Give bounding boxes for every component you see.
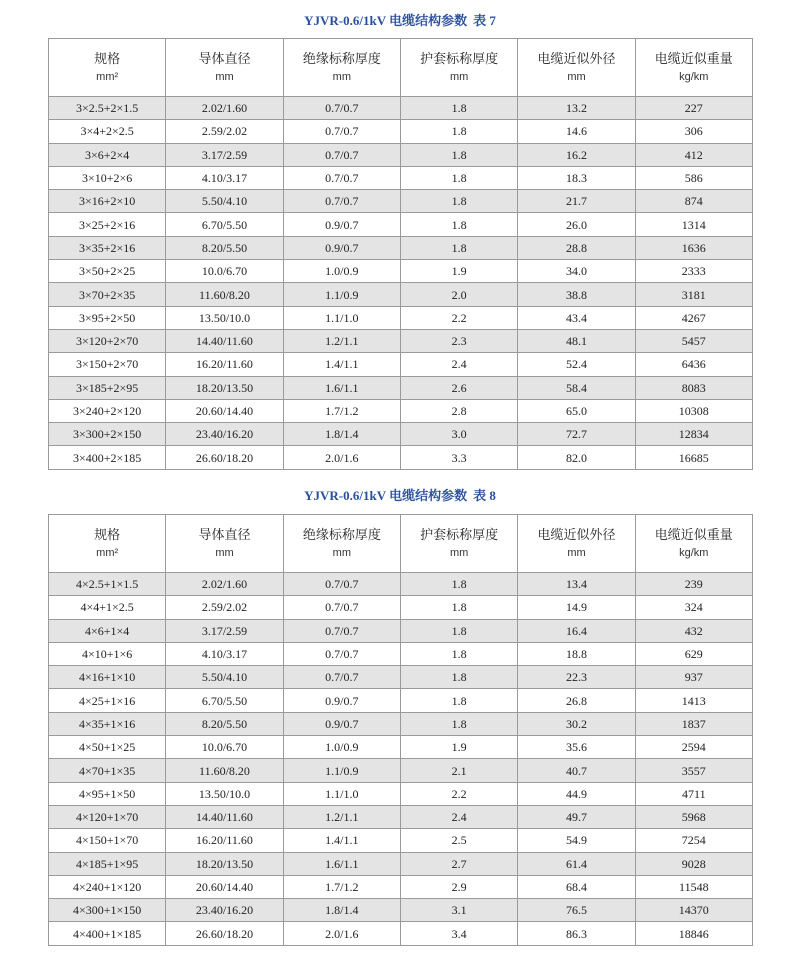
table7 — [48, 38, 753, 470]
table-row — [49, 666, 753, 689]
table-row — [49, 922, 753, 945]
table-cell: 0.7/0.7 — [283, 642, 400, 665]
table-row — [49, 619, 753, 642]
table-cell: 3×150+2×70 — [49, 353, 166, 376]
table-cell: 2.4 — [400, 353, 517, 376]
table-cell: 13.50/10.0 — [166, 306, 283, 329]
table-cell: 1.4/1.1 — [283, 829, 400, 852]
table-row — [49, 805, 753, 828]
table-cell: 5.50/4.10 — [166, 190, 283, 213]
table-cell: 1.8 — [400, 642, 517, 665]
table-cell: 54.9 — [518, 829, 635, 852]
table-cell: 2.59/2.02 — [166, 120, 283, 143]
table-cell: 3.17/2.59 — [166, 143, 283, 166]
column-header-unit: mm² — [96, 546, 119, 559]
table-cell: 14.9 — [518, 596, 635, 619]
table-row — [49, 642, 753, 665]
table-cell: 2.2 — [400, 306, 517, 329]
table-cell: 82.0 — [518, 446, 635, 469]
table-row — [49, 143, 753, 166]
table-cell: 1.1/0.9 — [283, 283, 400, 306]
table-row — [49, 236, 753, 259]
table-cell: 0.7/0.7 — [283, 190, 400, 213]
table8-header-cell — [49, 515, 166, 573]
column-header-label: 导体直径 — [198, 527, 251, 543]
table-cell: 629 — [635, 642, 752, 665]
table-cell: 16.20/11.60 — [166, 353, 283, 376]
table-cell: 0.9/0.7 — [283, 236, 400, 259]
table-row — [49, 875, 753, 898]
table-cell: 11.60/8.20 — [166, 759, 283, 782]
table-cell: 10.0/6.70 — [166, 260, 283, 283]
table-cell: 61.4 — [518, 852, 635, 875]
column-header-unit: mm — [449, 546, 469, 559]
table-cell: 26.8 — [518, 689, 635, 712]
table-cell: 4×16+1×10 — [49, 666, 166, 689]
table-cell: 4711 — [635, 782, 752, 805]
table7-header-cell — [400, 39, 517, 97]
table-cell: 3×2.5+2×1.5 — [49, 97, 166, 120]
table-cell: 28.8 — [518, 236, 635, 259]
column-header-label: 规格 — [94, 527, 121, 543]
column-header-label: 护套标称厚度 — [420, 527, 499, 543]
table7-header-cell — [49, 39, 166, 97]
table-cell: 1.8 — [400, 97, 517, 120]
table-cell: 2.59/2.02 — [166, 596, 283, 619]
table-cell: 14.6 — [518, 120, 635, 143]
table-cell: 1.7/1.2 — [283, 875, 400, 898]
table-cell: 2.4 — [400, 805, 517, 828]
table-cell: 1.8 — [400, 666, 517, 689]
table-cell: 1.1/1.0 — [283, 306, 400, 329]
table-cell: 11548 — [635, 875, 752, 898]
table-cell: 3×300+2×150 — [49, 423, 166, 446]
table-cell: 76.5 — [518, 899, 635, 922]
table-cell: 3×70+2×35 — [49, 283, 166, 306]
table-row — [49, 399, 753, 422]
table-row — [49, 759, 753, 782]
table-cell: 412 — [635, 143, 752, 166]
table-cell: 1.4/1.1 — [283, 353, 400, 376]
table-row — [49, 166, 753, 189]
table-cell: 1.8 — [400, 619, 517, 642]
table-cell: 11.60/8.20 — [166, 283, 283, 306]
table-cell: 4.10/3.17 — [166, 166, 283, 189]
table-cell: 1.9 — [400, 260, 517, 283]
table-cell: 4×10+1×6 — [49, 642, 166, 665]
table-cell: 8083 — [635, 376, 752, 399]
table-cell: 239 — [635, 573, 752, 596]
table-row — [49, 329, 753, 352]
table-cell: 227 — [635, 97, 752, 120]
table-cell: 1.8/1.4 — [283, 899, 400, 922]
table-cell: 4×185+1×95 — [49, 852, 166, 875]
table-cell: 6436 — [635, 353, 752, 376]
table7-header — [49, 39, 753, 97]
table-cell: 2.7 — [400, 852, 517, 875]
table7-header-cell — [518, 39, 635, 97]
table-cell: 1314 — [635, 213, 752, 236]
table-cell: 4×2.5+1×1.5 — [49, 573, 166, 596]
table8-header — [49, 515, 753, 573]
table8-header-cell — [283, 515, 400, 573]
column-header-label: 电缆近似外径 — [537, 51, 616, 67]
table-cell: 40.7 — [518, 759, 635, 782]
table-cell: 5457 — [635, 329, 752, 352]
table-cell: 3×4+2×2.5 — [49, 120, 166, 143]
table-cell: 16.4 — [518, 619, 635, 642]
table-cell: 18846 — [635, 922, 752, 945]
table-cell: 8.20/5.50 — [166, 712, 283, 735]
column-header-unit: mm — [215, 546, 234, 559]
table7-title — [0, 13, 800, 29]
table-cell: 5.50/4.10 — [166, 666, 283, 689]
table-cell: 10.0/6.70 — [166, 736, 283, 759]
table-row — [49, 689, 753, 712]
table-cell: 1.0/0.9 — [283, 736, 400, 759]
table-cell: 0.7/0.7 — [283, 143, 400, 166]
table-row — [49, 736, 753, 759]
table-cell: 4×150+1×70 — [49, 829, 166, 852]
table-cell: 3×25+2×16 — [49, 213, 166, 236]
table-cell: 13.50/10.0 — [166, 782, 283, 805]
table-cell: 2.9 — [400, 875, 517, 898]
table-cell: 1.7/1.2 — [283, 399, 400, 422]
table-cell: 13.4 — [518, 573, 635, 596]
table-cell: 4×300+1×150 — [49, 899, 166, 922]
table-cell: 0.7/0.7 — [283, 166, 400, 189]
table-cell: 3×185+2×95 — [49, 376, 166, 399]
table-cell: 4×50+1×25 — [49, 736, 166, 759]
table-cell: 0.7/0.7 — [283, 666, 400, 689]
table7-header-row — [49, 39, 753, 97]
table-cell: 14.40/11.60 — [166, 805, 283, 828]
table-cell: 18.3 — [518, 166, 635, 189]
table8-title — [0, 488, 800, 504]
column-header-label: 护套标称厚度 — [420, 51, 499, 67]
table-cell: 2.02/1.60 — [166, 573, 283, 596]
column-header-label: 电缆近似重量 — [654, 51, 733, 67]
table-cell: 12834 — [635, 423, 752, 446]
table-cell: 44.9 — [518, 782, 635, 805]
table-row — [49, 596, 753, 619]
table-row — [49, 423, 753, 446]
table8-header-cell — [518, 515, 635, 573]
table-row — [49, 260, 753, 283]
column-header-label: 绝缘标称厚度 — [302, 51, 381, 67]
table-cell: 14.40/11.60 — [166, 329, 283, 352]
table-cell: 3×400+2×185 — [49, 446, 166, 469]
table-cell: 0.9/0.7 — [283, 689, 400, 712]
table-cell: 3557 — [635, 759, 752, 782]
table-row — [49, 573, 753, 596]
column-header-label: 电缆近似外径 — [537, 527, 616, 543]
table8-title-text: YJVR-0.6/1kV 电缆结构参数 — [304, 488, 468, 503]
table-cell: 1.8 — [400, 166, 517, 189]
table-cell: 30.2 — [518, 712, 635, 735]
table-cell: 1.2/1.1 — [283, 805, 400, 828]
column-header-unit: kg/km — [679, 546, 709, 559]
table-row — [49, 190, 753, 213]
table7-header-cell — [166, 39, 283, 97]
table-cell: 4×400+1×185 — [49, 922, 166, 945]
table-cell: 20.60/14.40 — [166, 875, 283, 898]
table-cell: 2.0 — [400, 283, 517, 306]
table-cell: 432 — [635, 619, 752, 642]
table-cell: 13.2 — [518, 97, 635, 120]
table-cell: 49.7 — [518, 805, 635, 828]
table-cell: 26.60/18.20 — [166, 446, 283, 469]
column-header-unit: mm — [449, 70, 469, 83]
table-cell: 4×35+1×16 — [49, 712, 166, 735]
table-cell: 4×95+1×50 — [49, 782, 166, 805]
table-cell: 68.4 — [518, 875, 635, 898]
table-cell: 1.8 — [400, 213, 517, 236]
table-row — [49, 306, 753, 329]
table-cell: 1.8 — [400, 190, 517, 213]
table-cell: 874 — [635, 190, 752, 213]
table-cell: 1636 — [635, 236, 752, 259]
column-header-label: 规格 — [94, 51, 121, 67]
table-cell: 6.70/5.50 — [166, 213, 283, 236]
table-cell: 3×50+2×25 — [49, 260, 166, 283]
table-cell: 14370 — [635, 899, 752, 922]
table-cell: 937 — [635, 666, 752, 689]
table-cell: 0.9/0.7 — [283, 712, 400, 735]
table-row — [49, 213, 753, 236]
table-cell: 58.4 — [518, 376, 635, 399]
table7-body — [49, 97, 753, 470]
table-cell: 26.0 — [518, 213, 635, 236]
table-cell: 1.8 — [400, 236, 517, 259]
table-cell: 26.60/18.20 — [166, 922, 283, 945]
table-cell: 1.8/1.4 — [283, 423, 400, 446]
table-cell: 23.40/16.20 — [166, 899, 283, 922]
table-cell: 1.9 — [400, 736, 517, 759]
table-cell: 52.4 — [518, 353, 635, 376]
table-row — [49, 376, 753, 399]
table-cell: 2.5 — [400, 829, 517, 852]
table8-header-cell — [166, 515, 283, 573]
table-cell: 2.0/1.6 — [283, 922, 400, 945]
table-cell: 3×35+2×16 — [49, 236, 166, 259]
table-cell: 0.9/0.7 — [283, 213, 400, 236]
table-cell: 35.6 — [518, 736, 635, 759]
table7-number: 表 7 — [473, 13, 496, 28]
table-cell: 1.2/1.1 — [283, 329, 400, 352]
table-cell: 4×70+1×35 — [49, 759, 166, 782]
table-row — [49, 446, 753, 469]
table-cell: 1.8 — [400, 143, 517, 166]
table7-header-cell — [283, 39, 400, 97]
table-row — [49, 712, 753, 735]
column-header-unit: kg/km — [679, 70, 709, 83]
table-cell: 2.6 — [400, 376, 517, 399]
table-row — [49, 353, 753, 376]
table-cell: 1.6/1.1 — [283, 852, 400, 875]
table8-body — [49, 573, 753, 946]
table-row — [49, 283, 753, 306]
table-cell: 3.17/2.59 — [166, 619, 283, 642]
table-cell: 3.3 — [400, 446, 517, 469]
table-cell: 22.3 — [518, 666, 635, 689]
table7-header-cell — [635, 39, 752, 97]
table-cell: 86.3 — [518, 922, 635, 945]
table-cell: 1.1/0.9 — [283, 759, 400, 782]
table-cell: 0.7/0.7 — [283, 97, 400, 120]
table-cell: 306 — [635, 120, 752, 143]
table-cell: 2333 — [635, 260, 752, 283]
table7-title-text: YJVR-0.6/1kV 电缆结构参数 — [304, 13, 468, 28]
table-cell: 18.20/13.50 — [166, 376, 283, 399]
table-cell: 2.02/1.60 — [166, 97, 283, 120]
table-cell: 3.0 — [400, 423, 517, 446]
table-cell: 7254 — [635, 829, 752, 852]
table-cell: 1.8 — [400, 120, 517, 143]
table8 — [48, 514, 753, 946]
table-cell: 21.7 — [518, 190, 635, 213]
table-cell: 2.0/1.6 — [283, 446, 400, 469]
table-cell: 48.1 — [518, 329, 635, 352]
table-cell: 9028 — [635, 852, 752, 875]
table-cell: 2.3 — [400, 329, 517, 352]
table-cell: 324 — [635, 596, 752, 619]
table-cell: 3×240+2×120 — [49, 399, 166, 422]
table-cell: 1.1/1.0 — [283, 782, 400, 805]
table-cell: 4267 — [635, 306, 752, 329]
column-header-unit: mm — [332, 70, 351, 83]
table-cell: 586 — [635, 166, 752, 189]
table-cell: 10308 — [635, 399, 752, 422]
table-cell: 3×120+2×70 — [49, 329, 166, 352]
table-cell: 43.4 — [518, 306, 635, 329]
table-cell: 4×4+1×2.5 — [49, 596, 166, 619]
table8-header-cell — [400, 515, 517, 573]
table-cell: 3.1 — [400, 899, 517, 922]
table-cell: 3×95+2×50 — [49, 306, 166, 329]
table-cell: 3×10+2×6 — [49, 166, 166, 189]
table-cell: 3×6+2×4 — [49, 143, 166, 166]
column-header-unit: mm — [215, 70, 234, 83]
column-header-unit: mm — [567, 70, 586, 83]
table-cell: 2594 — [635, 736, 752, 759]
table-cell: 1.8 — [400, 689, 517, 712]
table-cell: 0.7/0.7 — [283, 573, 400, 596]
table-cell: 65.0 — [518, 399, 635, 422]
table-cell: 3.4 — [400, 922, 517, 945]
table-cell: 4×6+1×4 — [49, 619, 166, 642]
table-cell: 1413 — [635, 689, 752, 712]
table-cell: 5968 — [635, 805, 752, 828]
table-cell: 3181 — [635, 283, 752, 306]
table-row — [49, 829, 753, 852]
table-cell: 16.2 — [518, 143, 635, 166]
column-header-unit: mm — [567, 546, 586, 559]
table-cell: 1.0/0.9 — [283, 260, 400, 283]
column-header-label: 电缆近似重量 — [654, 527, 733, 543]
table-cell: 20.60/14.40 — [166, 399, 283, 422]
table-cell: 3×16+2×10 — [49, 190, 166, 213]
table-cell: 1.8 — [400, 712, 517, 735]
table-cell: 18.8 — [518, 642, 635, 665]
table-cell: 0.7/0.7 — [283, 596, 400, 619]
table-cell: 2.8 — [400, 399, 517, 422]
table-row — [49, 782, 753, 805]
table8-header-cell — [635, 515, 752, 573]
table-cell: 4×25+1×16 — [49, 689, 166, 712]
column-header-unit: mm — [332, 546, 351, 559]
table-cell: 72.7 — [518, 423, 635, 446]
table-cell: 1.8 — [400, 596, 517, 619]
table-cell: 38.8 — [518, 283, 635, 306]
table-cell: 34.0 — [518, 260, 635, 283]
table-cell: 23.40/16.20 — [166, 423, 283, 446]
table-row — [49, 899, 753, 922]
table-row — [49, 97, 753, 120]
table-cell: 16685 — [635, 446, 752, 469]
table-cell: 2.2 — [400, 782, 517, 805]
table-cell: 6.70/5.50 — [166, 689, 283, 712]
table-cell: 4.10/3.17 — [166, 642, 283, 665]
table-cell: 4×240+1×120 — [49, 875, 166, 898]
table-cell: 1.6/1.1 — [283, 376, 400, 399]
table8-header-row — [49, 515, 753, 573]
table-cell: 4×120+1×70 — [49, 805, 166, 828]
table-cell: 18.20/13.50 — [166, 852, 283, 875]
table-cell: 2.1 — [400, 759, 517, 782]
table-cell: 1837 — [635, 712, 752, 735]
table-row — [49, 852, 753, 875]
table-cell: 8.20/5.50 — [166, 236, 283, 259]
table-cell: 0.7/0.7 — [283, 619, 400, 642]
table-cell: 0.7/0.7 — [283, 120, 400, 143]
column-header-label: 导体直径 — [198, 51, 251, 67]
table-row — [49, 120, 753, 143]
table-cell: 1.8 — [400, 573, 517, 596]
table8-number: 表 8 — [473, 488, 496, 503]
column-header-unit: mm² — [96, 70, 119, 83]
table-cell: 16.20/11.60 — [166, 829, 283, 852]
column-header-label: 绝缘标称厚度 — [302, 527, 381, 543]
